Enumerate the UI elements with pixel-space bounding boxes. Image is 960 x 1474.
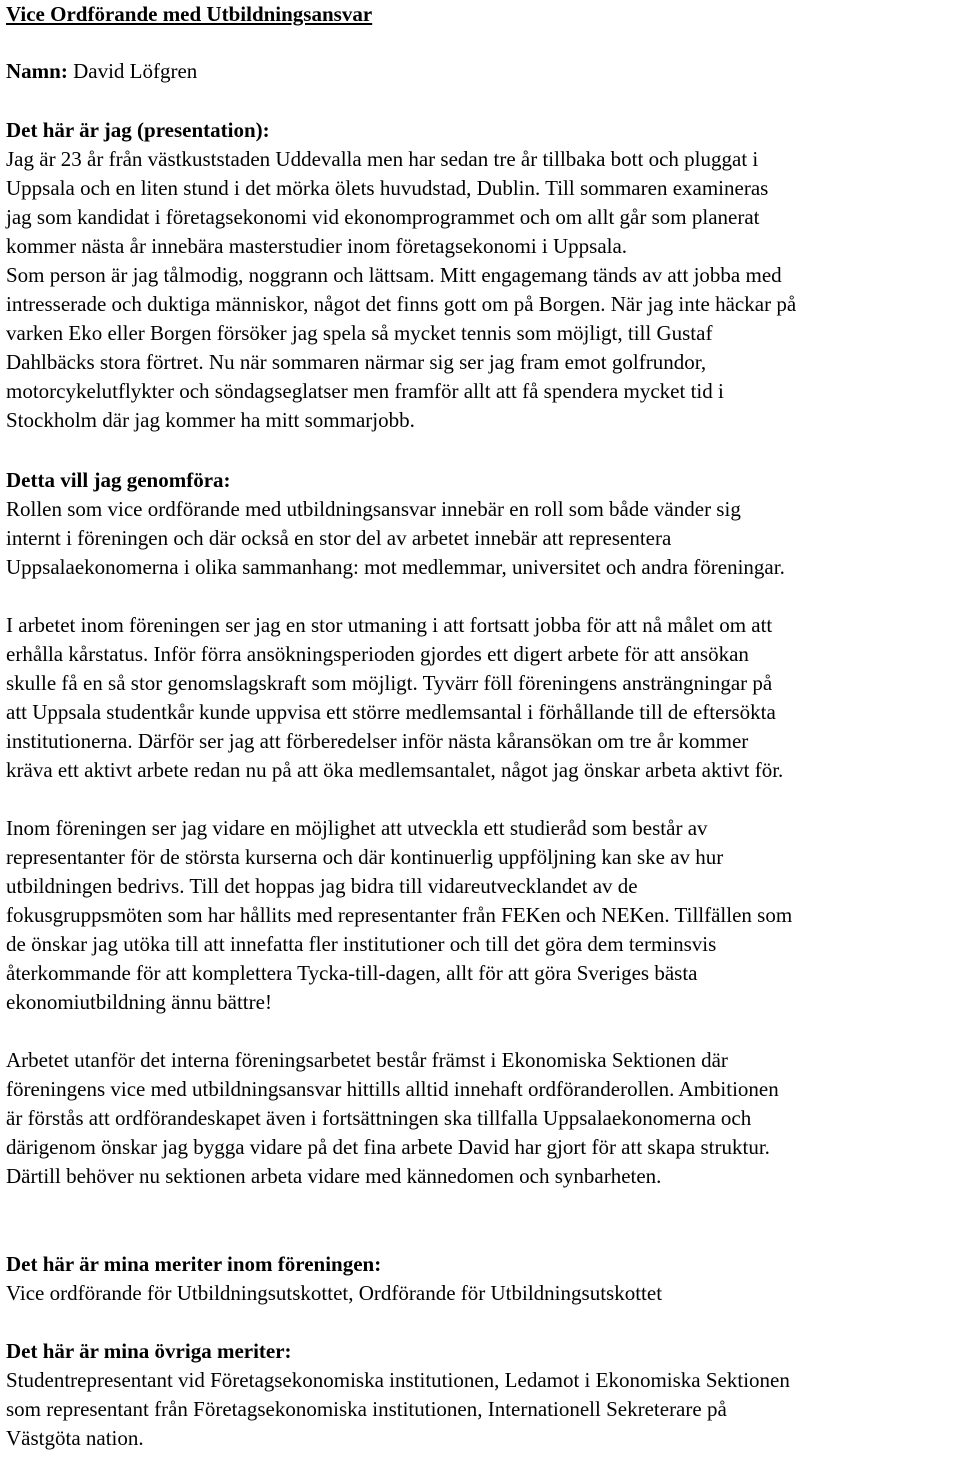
presentation-section bbox=[6, 116, 956, 435]
text-line: Därtill behöver nu sektionen arbeta vidare med kännedomen och synbarheten. bbox=[6, 1164, 662, 1188]
text-line: Som person är jag tålmodig, noggrann och lättsam. Mitt engagemang tänds av att jobba med bbox=[6, 263, 782, 287]
presentation-paragraph bbox=[6, 145, 956, 435]
text-line: internt i föreningen och där också en stor del av arbetet innebär att representera bbox=[6, 526, 672, 550]
text-line: Arbetet utanför det interna föreningsarbetet består främst i Ekonomiska Sektionen där bbox=[6, 1048, 728, 1072]
document-title: Vice Ordförande med Utbildningsansvar bbox=[6, 2, 373, 26]
text-line: I arbetet inom föreningen ser jag en stor utmaning i att fortsatt jobba för att nå målet om att bbox=[6, 613, 773, 637]
name-label: Namn: bbox=[6, 59, 68, 83]
text-line: jag som kandidat i företagsekonomi vid ekonomprogrammet och om allt går som planerat bbox=[6, 205, 760, 229]
text-line: kommer nästa år innebära masterstudier inom företagsekonomi i Uppsala. bbox=[6, 234, 628, 258]
text-line: institutionerna. Därför ser jag att förberedelser inför nästa kåransökan om tre år kommer bbox=[6, 729, 749, 753]
text-line: Vice ordförande för Utbildningsutskottet, Ordförande för Utbildningsutskottet bbox=[6, 1281, 663, 1305]
text-line: motorcykelutflykter och söndagseglatser men framför allt att få spendera mycket tid i bbox=[6, 379, 724, 403]
goals-paragraph-4 bbox=[6, 1046, 956, 1191]
merits-paragraph bbox=[6, 1279, 956, 1308]
merits-section bbox=[6, 1250, 956, 1308]
name-value: David Löfgren bbox=[73, 59, 198, 83]
text-line: att Uppsala studentkår kunde uppvisa ett större medlemsantal i förhållande till de eftersökta bbox=[6, 700, 776, 724]
text-line: återkommande för att komplettera Tycka-till-dagen, allt för att göra Sveriges bästa bbox=[6, 961, 698, 985]
text-line: Studentrepresentant vid Företagsekonomiska institutionen, Ledamot i Ekonomiska Sektionen bbox=[6, 1368, 790, 1392]
goals-paragraph-3 bbox=[6, 814, 956, 1017]
text-line: Uppsalaekonomerna i olika sammanhang: mot medlemmar, universitet och andra föreningar. bbox=[6, 555, 785, 579]
text-line: Uppsala och en liten stund i det mörka ölets huvudstad, Dublin. Till sommaren examineras bbox=[6, 176, 769, 200]
text-line: de önskar jag utöka till att innefatta fler institutioner och till det göra dem terminsvis bbox=[6, 932, 717, 956]
text-line: skulle få en så stor genomslagskraft som möjligt. Tyvärr föll föreningens ansträngningar på bbox=[6, 671, 773, 695]
name-line bbox=[6, 57, 956, 86]
text-line: varken Eko eller Borgen försöker jag spela så mycket tennis som möjligt, till Gustaf bbox=[6, 321, 713, 345]
text-line: fokusgruppsmöten som har hållits med representanter från FEKen och NEKen. Tillfällen som bbox=[6, 903, 793, 927]
text-line: Inom föreningen ser jag vidare en möjlighet att utveckla ett studieråd som består av bbox=[6, 816, 708, 840]
text-line: kräva ett aktivt arbete redan nu på att öka medlemsantalet, något jag önskar arbeta aktivt för. bbox=[6, 758, 784, 782]
text-line: som representant från Företagsekonomiska institutionen, Internationell Sekreterare på bbox=[6, 1397, 727, 1421]
text-line: Jag är 23 år från västkuststaden Uddevalla men har sedan tre år tillbaka bott och pluggat i bbox=[6, 147, 759, 171]
text-line: utbildningen bedrivs. Till det hoppas jag bidra till vidareutvecklandet av de bbox=[6, 874, 638, 898]
text-line: erhålla kårstatus. Inför förra ansökningsperioden gjordes ett digert arbete för att ansökan bbox=[6, 642, 749, 666]
document-page bbox=[6, 0, 956, 1453]
text-line: ekonomiutbildning ännu bättre! bbox=[6, 990, 272, 1014]
text-line: föreningens vice med utbildningsansvar hittills alltid innehaft ordföranderollen. Ambitionen bbox=[6, 1077, 779, 1101]
text-line: Rollen som vice ordförande med utbildningsansvar innebär en roll som både vänder sig bbox=[6, 497, 741, 521]
presentation-heading: Det här är jag (presentation): bbox=[6, 118, 270, 142]
goals-paragraph-2 bbox=[6, 611, 956, 785]
other-merits-heading: Det här är mina övriga meriter: bbox=[6, 1339, 292, 1363]
text-line: är förstås att ordförandeskapet även i fortsättningen ska tillfalla Uppsalaekonomerna och bbox=[6, 1106, 752, 1130]
goals-paragraph-1 bbox=[6, 495, 956, 582]
text-line: Dahlbäcks stora förtret. Nu när sommaren närmar sig ser jag fram emot golfrundor, bbox=[6, 350, 707, 374]
goals-section bbox=[6, 466, 956, 1191]
text-line: representanter för de största kurserna och där kontinuerlig uppföljning kan ske av hur bbox=[6, 845, 724, 869]
text-line: Västgöta nation. bbox=[6, 1426, 144, 1450]
text-line: därigenom önskar jag bygga vidare på det fina arbete David har gjort för att skapa struktur. bbox=[6, 1135, 770, 1159]
other-merits-paragraph bbox=[6, 1366, 956, 1453]
text-line: Stockholm där jag kommer ha mitt sommarjobb. bbox=[6, 408, 415, 432]
merits-heading: Det här är mina meriter inom föreningen: bbox=[6, 1252, 382, 1276]
goals-heading: Detta vill jag genomföra: bbox=[6, 468, 231, 492]
text-line: intresserade och duktiga människor, något det finns gott om på Borgen. När jag inte häckar på bbox=[6, 292, 797, 316]
other-merits-section bbox=[6, 1337, 956, 1453]
